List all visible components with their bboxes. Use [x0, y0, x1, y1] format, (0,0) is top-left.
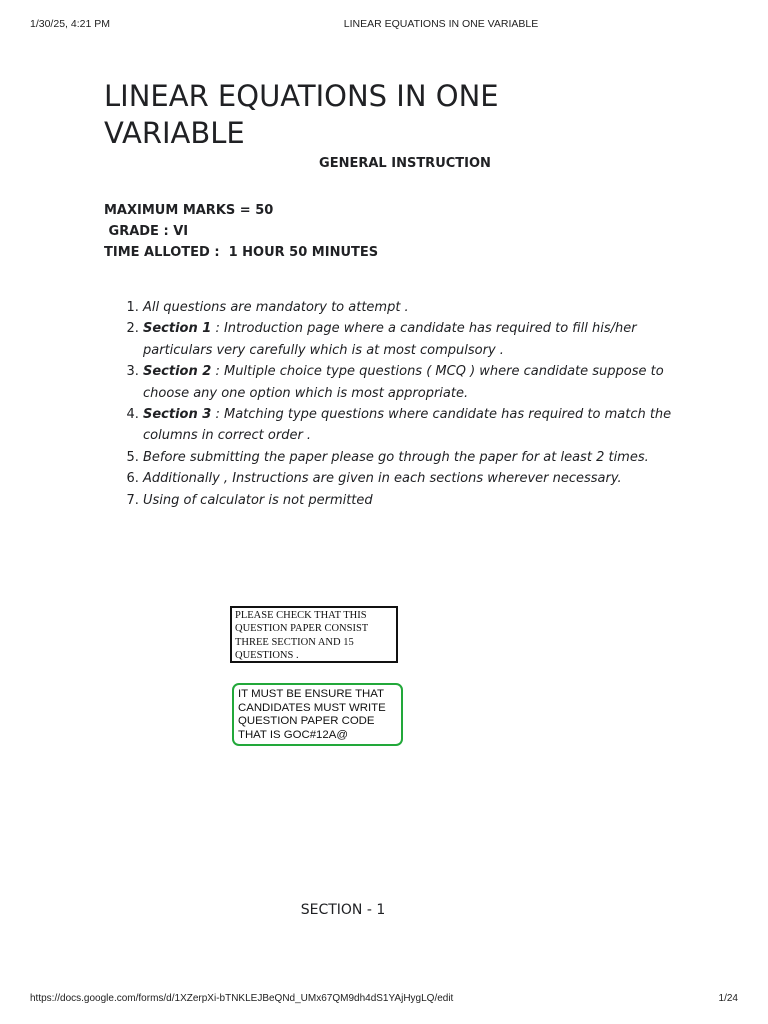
instruction-text: Additionally , Instructions are given in each sections wherever necessary. — [143, 471, 622, 487]
paper-code-notice: IT MUST BE ENSURE THAT CANDIDATES MUST WRITE QUESTION PAPER CODE THAT IS GOC#12A@ — [232, 683, 403, 746]
instruction-text: All questions are mandatory to attempt . — [143, 300, 409, 315]
print-footer — [0, 993, 768, 1007]
instruction-text: Using of calculator is not permitted — [143, 492, 373, 508]
maximum-marks: MAXIMUM MARKS = 50 — [104, 203, 274, 218]
print-document-title: LINEAR EQUATIONS IN ONE VARIABLE — [343, 18, 539, 30]
section-heading: SECTION - 1 — [300, 902, 386, 918]
instruction-text: : Introduction page where a candidate has required to fill his/her particulars very carefully which is at most compulsory . — [143, 321, 637, 358]
print-date: 1/30/25, 4:21 PM — [30, 18, 110, 30]
instruction-item — [143, 468, 703, 489]
instruction-text: Before submitting the paper please go through the paper for at least 2 times. — [143, 449, 649, 465]
instruction-section-label: Section 3 — [143, 407, 212, 423]
exam-meta — [104, 200, 378, 263]
general-instruction-heading: GENERAL INSTRUCTION — [319, 156, 491, 171]
print-url: https://docs.google.com/forms/d/1XZerpXi-bTNKLEJBeQNd_UMx67QM9dh4dS1YAjHygLQ/edit — [30, 993, 454, 1004]
grade: GRADE : VI — [104, 224, 189, 239]
instruction-section-label: Section 2 — [143, 364, 212, 380]
instruction-item — [143, 447, 703, 468]
instruction-text: : Multiple choice type questions ( MCQ ) where candidate suppose to choose any one option which is most appropriate. — [143, 364, 664, 401]
instruction-item — [143, 297, 703, 318]
instruction-item — [143, 318, 703, 361]
instruction-item — [143, 361, 703, 404]
instruction-item — [143, 490, 703, 511]
instruction-list — [112, 297, 703, 511]
instruction-text: : Matching type questions where candidate has required to match the columns in correct order . — [143, 407, 672, 444]
time-alloted: TIME ALLOTED : 1 HOUR 50 MINUTES — [104, 245, 379, 260]
instruction-item — [143, 404, 703, 447]
page-number: 1/24 — [718, 993, 738, 1004]
form-title: LINEAR EQUATIONS IN ONE VARIABLE — [104, 79, 499, 150]
instruction-section-label: Section 1 — [143, 321, 212, 337]
print-header — [0, 18, 768, 32]
question-count-notice: PLEASE CHECK THAT THIS QUESTION PAPER CONSIST THREE SECTION AND 15 QUESTIONS . — [230, 606, 398, 663]
